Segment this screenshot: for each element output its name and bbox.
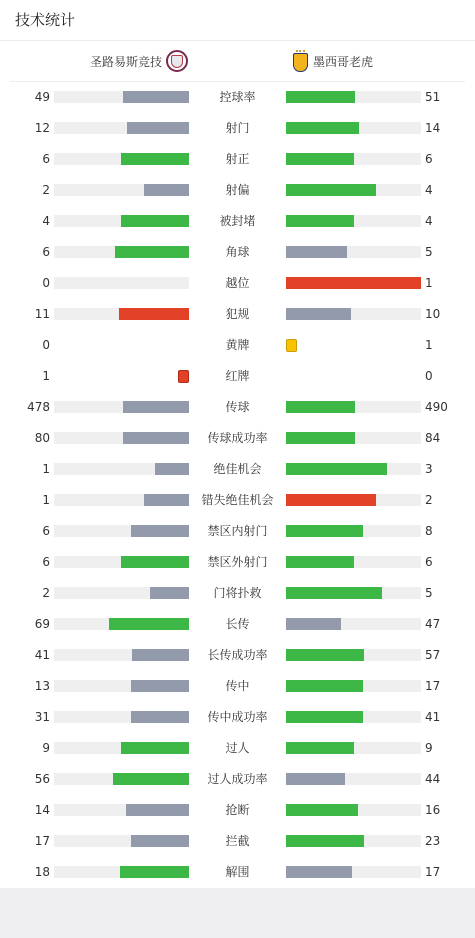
away-stat-value: 16	[425, 803, 441, 817]
stat-row	[0, 330, 475, 361]
away-stat-bar	[286, 835, 421, 847]
home-stat-bar	[54, 494, 189, 506]
home-stat-value: 1	[42, 369, 50, 383]
away-stat-bar	[286, 215, 421, 227]
stat-label: 门将扑救	[213, 586, 262, 600]
away-stat-value: 14	[425, 121, 441, 135]
home-team-logo-icon	[166, 50, 188, 72]
away-stat-bar	[286, 494, 421, 506]
stat-label: 传中	[225, 679, 250, 693]
away-stat-bar-fill	[286, 184, 376, 196]
away-stat-bar	[286, 525, 421, 537]
away-stat-bar	[286, 649, 421, 661]
home-stat-bar-fill	[119, 308, 189, 320]
home-stat-bar	[54, 184, 189, 196]
home-stat-value: 13	[34, 679, 50, 693]
stat-row	[0, 237, 475, 268]
away-stat-bar	[286, 742, 421, 754]
away-stat-bar-fill	[286, 246, 347, 258]
stat-label: 过人成功率	[207, 772, 268, 786]
stat-label: 绝佳机会	[213, 462, 262, 476]
stat-row	[0, 113, 475, 144]
away-stat-bar	[286, 711, 421, 723]
home-stat-value: 31	[34, 710, 50, 724]
away-stat-value: 4	[425, 214, 433, 228]
away-stat-bar	[286, 308, 421, 320]
stat-row	[0, 299, 475, 330]
home-stat-bar	[54, 618, 189, 630]
home-stat-bar	[54, 649, 189, 661]
stat-label: 黄牌	[225, 338, 250, 352]
away-stat-value: 17	[425, 865, 441, 879]
home-team-name: 圣路易斯竞技	[89, 54, 162, 69]
home-stat-bar	[54, 804, 189, 816]
away-stat-value: 5	[425, 245, 433, 259]
stat-row	[0, 702, 475, 733]
home-stat-value: 49	[34, 90, 50, 104]
away-stat-bar	[286, 773, 421, 785]
away-stat-bar-fill	[286, 463, 387, 475]
home-stat-bar	[54, 91, 189, 103]
away-stat-value: 4	[425, 183, 433, 197]
home-stat-bar-fill	[120, 866, 189, 878]
away-team-name: 墨西哥老虎	[313, 54, 374, 69]
away-stat-bar	[286, 122, 421, 134]
stat-label: 射正	[225, 152, 250, 166]
home-stat-bar-fill	[127, 122, 189, 134]
home-stat-value: 2	[42, 183, 50, 197]
away-stat-value: 0	[425, 369, 433, 383]
home-stat-value: 6	[42, 524, 50, 538]
away-stat-bar-fill	[286, 649, 364, 661]
home-stat-bar	[54, 835, 189, 847]
home-stat-bar	[54, 773, 189, 785]
home-stat-bar	[54, 122, 189, 134]
home-stat-value: 1	[42, 493, 50, 507]
away-stat-bar-fill	[286, 277, 421, 289]
home-stat-value: 17	[34, 834, 50, 848]
away-stat-bar-fill	[286, 587, 382, 599]
away-stat-value: 1	[425, 276, 433, 290]
home-stat-bar	[54, 308, 189, 320]
away-stat-value: 44	[425, 772, 441, 786]
home-stat-bar-fill	[123, 401, 189, 413]
home-stat-bar	[54, 866, 189, 878]
stat-label: 拦截	[225, 834, 250, 848]
away-stat-bar-fill	[286, 494, 376, 506]
stat-row	[0, 857, 475, 888]
away-stat-value: 9	[425, 741, 433, 755]
home-stat-value: 80	[34, 431, 50, 445]
stat-row	[0, 392, 475, 423]
home-stat-bar	[54, 525, 189, 537]
stat-label: 越位	[225, 276, 250, 290]
stat-label: 抢断	[225, 803, 250, 817]
stat-row	[0, 361, 475, 392]
away-stat-value: 51	[425, 90, 441, 104]
home-stat-value: 0	[42, 276, 50, 290]
away-stat-bar	[286, 401, 421, 413]
stat-label: 长传	[225, 617, 250, 631]
away-stat-bar	[286, 804, 421, 816]
home-stat-bar-fill	[126, 804, 189, 816]
home-stat-value: 56	[34, 772, 50, 786]
stat-row	[0, 609, 475, 640]
home-stat-bar-fill	[131, 680, 189, 692]
away-stat-value: 3	[425, 462, 433, 476]
stat-label: 长传成功率	[207, 648, 268, 662]
away-stat-bar	[286, 618, 421, 630]
away-stat-bar-fill	[286, 773, 345, 785]
home-stat-bar	[54, 556, 189, 568]
stat-row	[0, 485, 475, 516]
away-stat-value: 17	[425, 679, 441, 693]
stat-row	[0, 733, 475, 764]
away-stat-bar	[286, 153, 421, 165]
away-stat-value: 2	[425, 493, 433, 507]
home-stat-bar-fill	[144, 494, 189, 506]
home-stat-bar-fill	[144, 184, 189, 196]
away-stat-bar	[286, 184, 421, 196]
away-stat-bar	[286, 556, 421, 568]
home-stat-bar	[54, 711, 189, 723]
away-stat-value: 84	[425, 431, 441, 445]
away-stat-value: 8	[425, 524, 433, 538]
away-stat-value: 57	[425, 648, 441, 662]
away-stat-bar	[286, 246, 421, 258]
home-team[interactable]	[90, 41, 188, 81]
away-stat-bar-fill	[286, 866, 352, 878]
away-stat-bar-fill	[286, 432, 355, 444]
teams-header	[10, 41, 465, 82]
stat-label: 控球率	[219, 90, 256, 104]
home-stat-bar-fill	[131, 711, 189, 723]
home-stat-bar	[54, 463, 189, 475]
away-stat-value: 23	[425, 834, 441, 848]
away-stat-bar-fill	[286, 556, 354, 568]
home-stat-bar	[54, 680, 189, 692]
stat-label: 解围	[225, 865, 250, 879]
home-stat-bar-fill	[109, 618, 189, 630]
home-stat-bar-fill	[121, 153, 189, 165]
home-stat-value: 6	[42, 152, 50, 166]
stat-label: 红牌	[225, 369, 250, 383]
away-stat-bar-fill	[286, 742, 354, 754]
away-stat-bar	[286, 463, 421, 475]
home-stat-bar	[54, 215, 189, 227]
home-stat-bar	[54, 153, 189, 165]
home-stat-value: 41	[34, 648, 50, 662]
stat-label: 射门	[225, 121, 250, 135]
away-team[interactable]	[293, 41, 373, 81]
home-stat-bar-fill	[131, 525, 189, 537]
home-stat-bar-fill	[121, 742, 189, 754]
away-stat-bar-fill	[286, 804, 358, 816]
stat-label: 传球成功率	[207, 431, 268, 445]
away-stat-bar-fill	[286, 215, 354, 227]
stat-row	[0, 795, 475, 826]
away-stat-bar-fill	[286, 401, 355, 413]
stat-label: 过人	[225, 741, 250, 755]
away-stat-bar-fill	[286, 122, 359, 134]
stat-row	[0, 144, 475, 175]
away-stat-bar-fill	[286, 680, 363, 692]
away-stat-bar-fill	[286, 835, 364, 847]
home-stat-bar-fill	[115, 246, 189, 258]
home-stat-bar	[54, 277, 189, 289]
red-card-icon	[178, 370, 189, 383]
away-stat-value: 5	[425, 586, 433, 600]
page-title: 技术统计	[0, 0, 475, 41]
stat-row	[0, 82, 475, 113]
away-stat-value: 490	[425, 400, 448, 414]
home-stat-value: 2	[42, 586, 50, 600]
home-stat-bar-fill	[123, 432, 189, 444]
away-stat-value: 47	[425, 617, 441, 631]
home-stat-value: 4	[42, 214, 50, 228]
home-stat-value: 9	[42, 741, 50, 755]
home-stat-bar	[54, 246, 189, 258]
home-stat-bar-fill	[132, 649, 189, 661]
stat-label: 禁区外射门	[207, 555, 268, 569]
stat-label: 被封堵	[219, 214, 256, 228]
home-stat-bar-fill	[121, 215, 189, 227]
away-stat-bar	[286, 277, 421, 289]
stat-label: 传中成功率	[207, 710, 268, 724]
away-stat-bar	[286, 91, 421, 103]
home-stat-value: 12	[34, 121, 50, 135]
away-stat-value: 41	[425, 710, 441, 724]
away-stat-bar	[286, 587, 421, 599]
stat-row	[0, 516, 475, 547]
stat-label: 犯规	[225, 307, 250, 321]
home-stat-bar-fill	[121, 556, 189, 568]
home-stat-bar-fill	[131, 835, 189, 847]
away-stat-bar-fill	[286, 308, 351, 320]
stat-label: 错失绝佳机会	[201, 493, 274, 507]
away-stat-bar-fill	[286, 91, 355, 103]
stat-row	[0, 826, 475, 857]
away-stat-value: 1	[425, 338, 433, 352]
stats-list	[0, 82, 475, 888]
home-stat-value: 14	[34, 803, 50, 817]
stat-label: 传球	[225, 400, 250, 414]
stat-row	[0, 671, 475, 702]
away-stat-value: 6	[425, 555, 433, 569]
stat-row	[0, 640, 475, 671]
home-stat-bar	[54, 401, 189, 413]
home-stat-value: 6	[42, 555, 50, 569]
stat-label: 角球	[225, 245, 250, 259]
stat-row	[0, 206, 475, 237]
stat-row	[0, 547, 475, 578]
yellow-card-icon	[286, 339, 297, 352]
home-stat-bar-fill	[123, 91, 189, 103]
away-stat-bar-fill	[286, 153, 354, 165]
stat-row	[0, 454, 475, 485]
away-stat-bar-fill	[286, 711, 363, 723]
stat-row	[0, 423, 475, 454]
away-stat-bar-fill	[286, 525, 363, 537]
stat-label: 禁区内射门	[207, 524, 268, 538]
away-team-logo-icon	[293, 50, 308, 72]
stat-label: 射偏	[225, 183, 250, 197]
away-stat-value: 6	[425, 152, 433, 166]
away-stat-value: 10	[425, 307, 441, 321]
home-stat-bar	[54, 742, 189, 754]
home-stat-value: 6	[42, 245, 50, 259]
away-stat-bar	[286, 866, 421, 878]
home-stat-value: 69	[34, 617, 50, 631]
home-stat-value: 18	[34, 865, 50, 879]
away-stat-bar	[286, 432, 421, 444]
home-stat-bar-fill	[155, 463, 189, 475]
home-stat-value: 478	[27, 400, 50, 414]
home-stat-bar	[54, 432, 189, 444]
home-stat-bar-fill	[113, 773, 189, 785]
away-stat-bar	[286, 680, 421, 692]
stat-row	[0, 175, 475, 206]
stat-row	[0, 764, 475, 795]
home-stat-value: 11	[34, 307, 50, 321]
home-stat-value: 0	[42, 338, 50, 352]
stat-row	[0, 268, 475, 299]
home-stat-bar	[54, 587, 189, 599]
home-stat-value: 1	[42, 462, 50, 476]
home-stat-bar-fill	[150, 587, 189, 599]
stat-row	[0, 578, 475, 609]
away-stat-bar-fill	[286, 618, 341, 630]
